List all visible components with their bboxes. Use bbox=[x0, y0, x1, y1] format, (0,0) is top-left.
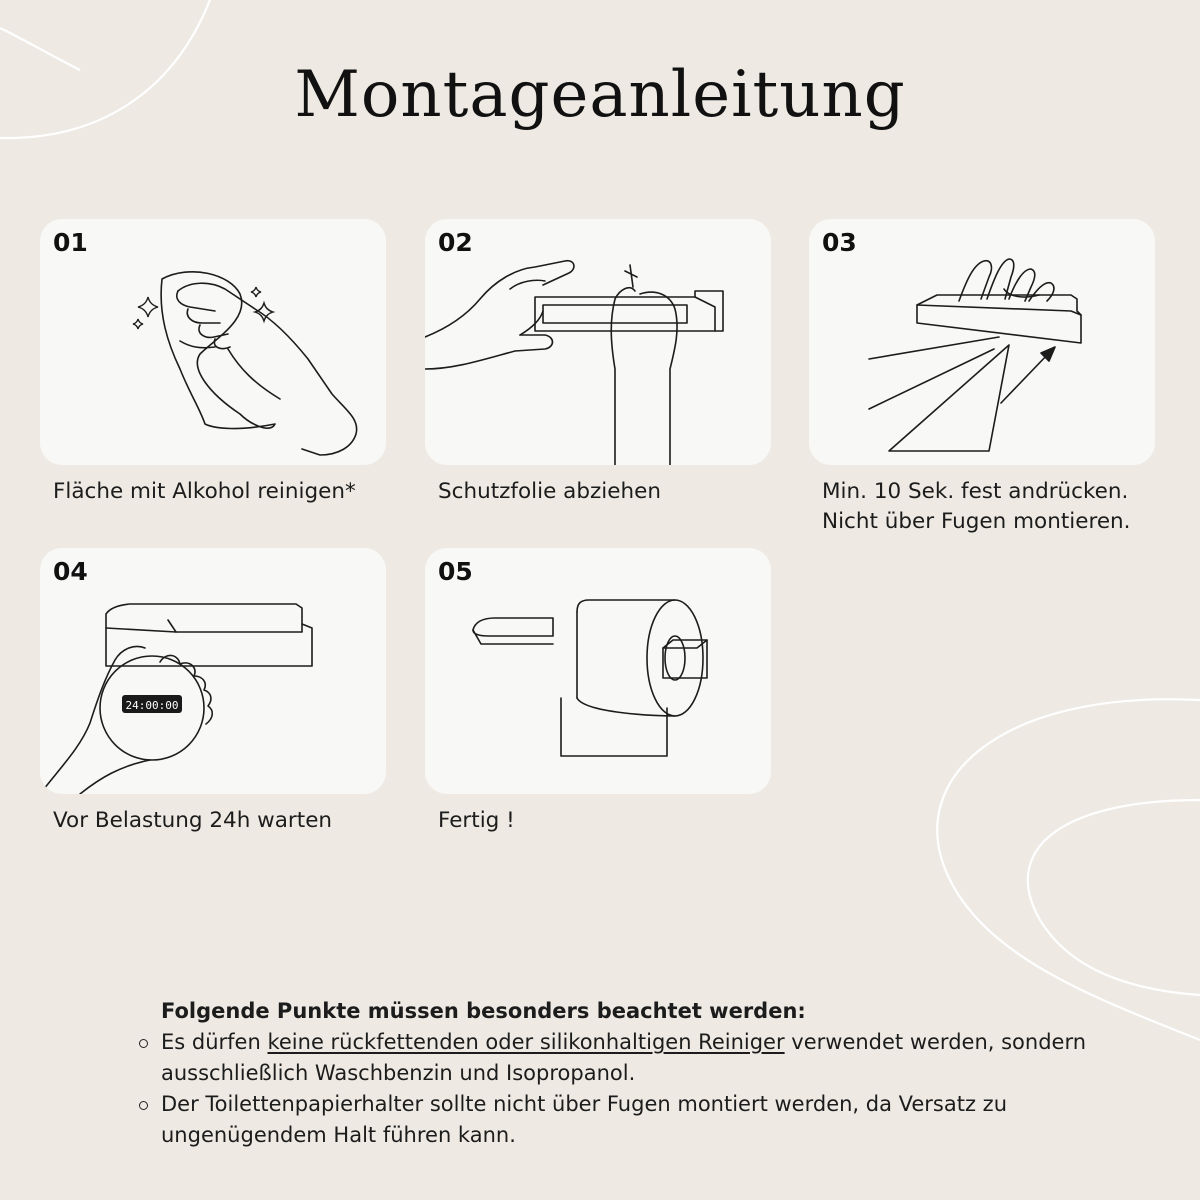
bullet-underlined-text: keine rückfettenden oder silikonhaltigen Reiniger bbox=[267, 1030, 785, 1054]
step-card bbox=[425, 548, 771, 794]
step-04 bbox=[40, 548, 386, 836]
step-card bbox=[809, 219, 1155, 465]
step-card bbox=[40, 219, 386, 465]
step-card bbox=[425, 219, 771, 465]
step-caption: Fertig ! bbox=[438, 808, 515, 833]
hand-wiping-cloth-icon bbox=[40, 219, 386, 465]
bullet-text: verwendet werden, sondern ausschließlich Waschbenzin und Isopropanol. bbox=[161, 1030, 1087, 1085]
notes-heading: Folgende Punkte müssen besonders beachtet werden: bbox=[161, 999, 806, 1023]
step-caption: Vor Belastung 24h warten bbox=[53, 808, 333, 833]
step-number: 01 bbox=[53, 228, 88, 257]
step-card bbox=[40, 548, 386, 794]
step-02 bbox=[425, 219, 771, 507]
step-number: 04 bbox=[53, 557, 88, 586]
step-01 bbox=[40, 219, 386, 507]
notes-bullet-2 bbox=[136, 1089, 1096, 1151]
notes-bullet-1 bbox=[136, 1027, 1096, 1089]
step-caption-line2: Nicht über Fugen montieren. bbox=[822, 509, 1131, 534]
step-number: 02 bbox=[438, 228, 473, 257]
bullet-text: Es dürfen bbox=[161, 1030, 268, 1054]
step-number: 03 bbox=[822, 228, 857, 257]
timer-readout: 24:00:00 bbox=[125, 699, 179, 712]
step-05 bbox=[425, 548, 771, 836]
step-caption: Schutzfolie abziehen bbox=[438, 479, 661, 504]
bullet-circle-icon bbox=[139, 1101, 148, 1110]
step-caption bbox=[809, 477, 1155, 537]
step-caption-line1: Min. 10 Sek. fest andrücken. bbox=[822, 479, 1129, 504]
hand-holding-timer-icon bbox=[40, 548, 386, 794]
step-caption: Fläche mit Alkohol reinigen* bbox=[53, 479, 356, 504]
bullet-text: Der Toilettenpapierhalter sollte nicht über Fugen montiert werden, da Versatz zu ungenügendem Halt führen kann. bbox=[161, 1092, 1008, 1147]
bullet-circle-icon bbox=[139, 1039, 148, 1048]
page-title: Montageanleitung bbox=[294, 58, 906, 132]
hands-peeling-film-icon bbox=[425, 219, 771, 465]
step-number: 05 bbox=[438, 557, 473, 586]
important-notes bbox=[136, 996, 1096, 1151]
hand-pressing-holder-icon bbox=[809, 219, 1155, 465]
toilet-paper-holder-icon bbox=[425, 548, 771, 794]
step-03 bbox=[809, 219, 1155, 537]
